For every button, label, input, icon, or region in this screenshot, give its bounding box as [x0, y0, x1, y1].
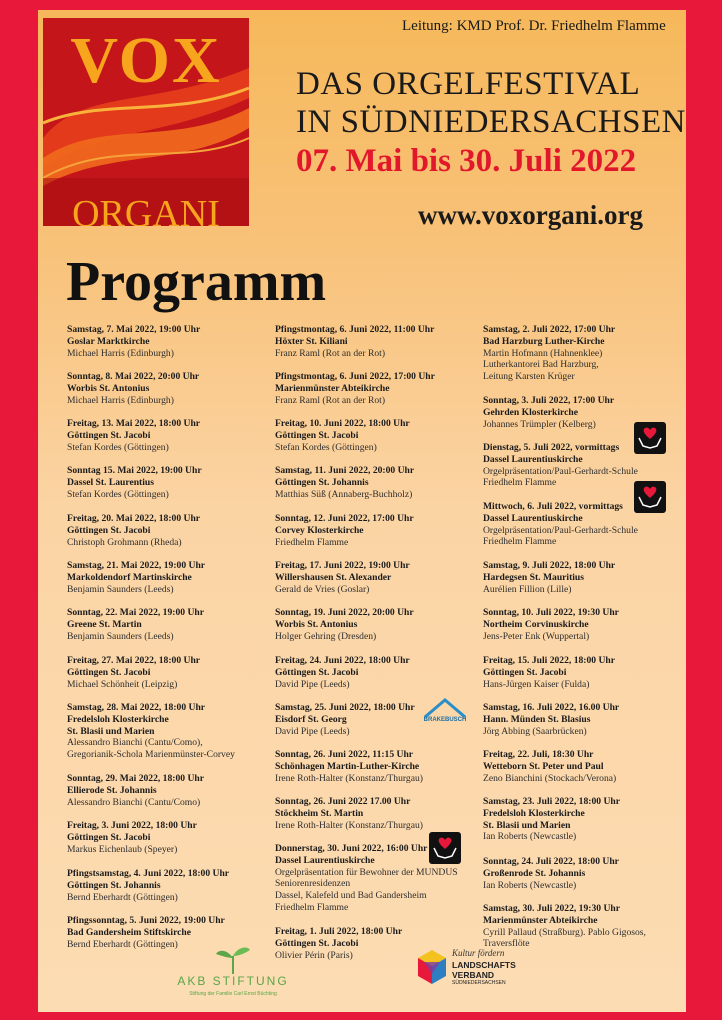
entry-date: Sonntag, 19. Juni 2022, 20:00 Uhr: [275, 607, 414, 618]
logo-organi-text: ORGANI: [72, 193, 220, 226]
entry-date: Freitag, 20. Mai 2022, 18:00 Uhr: [67, 513, 201, 524]
entry-location: Goslar Marktkirche: [67, 335, 150, 347]
entry-date: Sonntag, 10. Juli 2022, 19:30 Uhr: [483, 607, 619, 618]
entry-date: Samstag, 30. Juli 2022, 19:30 Uhr: [483, 903, 620, 914]
entry-location: Göttingen St. Jacobi: [67, 429, 151, 441]
program-entry: [67, 702, 272, 761]
entry-location: Greene St. Martin: [67, 618, 142, 630]
program-entry: [483, 903, 688, 950]
entry-location: Marienmünster Abteikirche: [483, 914, 598, 926]
entry-performer: Benjamin Saunders (Leeds): [67, 630, 174, 642]
entry-date: Freitag, 13. Mai 2022, 18:00 Uhr: [67, 418, 201, 429]
entry-location: Göttingen St. Jacobi: [483, 666, 567, 678]
heart-hands-icon: [634, 481, 666, 513]
entry-performer: Bernd Eberhardt (Göttingen): [67, 938, 178, 950]
program-entry: [483, 856, 688, 891]
entry-date: Mittwoch, 6. Juli 2022, vormittags: [483, 501, 623, 512]
entry-date: Pfingssonntag, 5. Juni 2022, 19:00 Uhr: [67, 915, 225, 926]
entry-performer: Irene Roth-Halter (Konstanz/Thurgau): [275, 772, 423, 784]
entry-performer: Holger Gehring (Dresden): [275, 630, 377, 642]
entry-date: Pfingstmontag, 6. Juni 2022, 17:00 Uhr: [275, 371, 435, 382]
entry-performer: Zeno Bianchini (Stockach/Verona): [483, 772, 617, 784]
entry-performer: Alessandro Bianchi (Cantu/Como),: [67, 737, 203, 749]
entry-location: Fredelsloh Klosterkirche: [483, 807, 585, 819]
entry-performer: Gerald de Vries (Goslar): [275, 583, 370, 595]
program-entry: [275, 560, 480, 595]
entry-location: Markoldendorf Martinskirche: [67, 571, 192, 583]
program-entry: [275, 371, 480, 406]
program-entry: [67, 465, 272, 500]
entry-performer: Stefan Kordes (Göttingen): [67, 488, 169, 500]
heart-hands-icon: [429, 832, 461, 864]
program-entry: [483, 702, 688, 737]
program-entry: [67, 418, 272, 453]
entry-performer: Aurélien Fillion (Lille): [483, 583, 572, 595]
entry-location: Göttingen St. Jacobi: [275, 937, 359, 949]
entry-performer: Stefan Kordes (Göttingen): [275, 441, 377, 453]
akb-stiftung-name: AKB STIFTUNG: [177, 974, 289, 988]
entry-location: Göttingen St. Jacobi: [67, 666, 151, 678]
entry-performer: Benjamin Saunders (Leeds): [67, 583, 174, 595]
entry-date: Sonntag, 26. Juni 2022 17.00 Uhr: [275, 796, 411, 807]
program-entry: [275, 796, 480, 831]
entry-performer: Olivier Périn (Paris): [275, 949, 353, 961]
entry-date: Freitag, 24. Juni 2022, 18:00 Uhr: [275, 655, 410, 666]
program-entry: [483, 560, 688, 595]
entry-date: Donnerstag, 30. Juni 2022, 16:00 Uhr: [275, 843, 428, 854]
entry-performer: Michael Harris (Edinburgh): [67, 394, 174, 406]
entry-performer: Seniorenresidenzen: [275, 878, 351, 890]
entry-date: Samstag, 2. Juli 2022, 17:00 Uhr: [483, 324, 616, 335]
entry-performer: Cyrill Pallaud (Straßburg). Pablo Gigosos,: [483, 926, 646, 938]
entry-date: Dienstag, 5. Juli 2022, vormittags: [483, 442, 620, 453]
entry-location: Dassel St. Laurentius: [67, 476, 154, 488]
festival-title-line2: IN SÜDNIEDERSACHSEN: [296, 104, 686, 140]
akb-stiftung-subtitle: Stiftung der Familie Carl Ernst Büchting: [189, 991, 277, 997]
entry-performer: Gregorianik-Schola Marienmünster-Corvey: [67, 749, 235, 761]
entry-location: Göttingen St. Jacobi: [67, 831, 151, 843]
entry-location: Göttingen St. Johannis: [67, 879, 161, 891]
festival-dates: 07. Mai bis 30. Juli 2022: [296, 143, 637, 179]
entry-location: Gehrden Klosterkirche: [483, 406, 578, 418]
program-entry: [275, 749, 480, 784]
entry-performer: Franz Raml (Rot an der Rot): [275, 347, 386, 359]
entry-location: Corvey Klosterkirche: [275, 524, 364, 536]
entry-location: Northeim Corvinuskirche: [483, 618, 589, 630]
entry-location: Hardegsen St. Mauritius: [483, 571, 585, 583]
cube-logo-icon: [414, 948, 448, 988]
program-entry: [67, 655, 272, 690]
program-entry: [483, 607, 688, 642]
entry-performer: Friedhelm Flamme: [275, 901, 349, 913]
entry-date: Freitag, 3. Juni 2022, 18:00 Uhr: [67, 820, 197, 831]
entry-location: Großenrode St. Johannis: [483, 867, 586, 879]
entry-performer: Traversflöte: [483, 938, 530, 950]
entry-location: Göttingen St. Jacobi: [275, 429, 359, 441]
entry-location: Göttingen St. Jacobi: [275, 666, 359, 678]
entry-performer: Lutherkantorei Bad Harzburg,: [483, 359, 599, 371]
program-entry: [275, 607, 480, 642]
plant-logo-icon: [168, 944, 298, 976]
entry-location: St. Blasii und Marien: [483, 819, 571, 831]
entry-performer: Dassel, Kalefeld und Bad Gandersheim: [275, 890, 427, 902]
entry-date: Freitag, 22. Juli, 18:30 Uhr: [483, 749, 594, 760]
entry-performer: Alessandro Bianchi (Cantu/Como): [67, 796, 201, 808]
program-entry: [275, 513, 480, 548]
entry-performer: Michael Harris (Edinburgh): [67, 347, 174, 359]
program-entry: [67, 607, 272, 642]
heart-hands-icon: [634, 422, 666, 454]
entry-performer: Jens-Peter Enk (Wuppertal): [483, 630, 590, 642]
lv-line3: SÜDNIEDERSACHSEN: [452, 980, 506, 986]
entry-location: Eisdorf St. Georg: [275, 713, 347, 725]
entry-date: Sonntag, 12. Juni 2022, 17:00 Uhr: [275, 513, 414, 524]
entry-location: Worbis St. Antonius: [67, 382, 150, 394]
entry-performer: Jörg Abbing (Saarbrücken): [483, 725, 587, 737]
entry-date: Freitag, 17. Juni 2022, 19:00 Uhr: [275, 560, 410, 571]
vox-organi-logo: [43, 18, 249, 226]
entry-date: Samstag, 7. Mai 2022, 19:00 Uhr: [67, 324, 201, 335]
entry-performer: Bernd Eberhardt (Göttingen): [67, 891, 178, 903]
entry-date: Sonntag, 3. Juli 2022, 17:00 Uhr: [483, 395, 615, 406]
roof-logo-icon: [420, 697, 470, 719]
entry-performer: Friedhelm Flamme: [483, 477, 557, 489]
entry-performer: Markus Eichenlaub (Speyer): [67, 843, 178, 855]
entry-date: Pfingstsamstag, 4. Juni 2022, 18:00 Uhr: [67, 868, 230, 879]
entry-location: Ellierode St. Johannis: [67, 784, 157, 796]
entry-location: Stöckheim St. Martin: [275, 807, 364, 819]
entry-location: Willershausen St. Alexander: [275, 571, 392, 583]
entry-date: Freitag, 27. Mai 2022, 18:00 Uhr: [67, 655, 201, 666]
entry-date: Sonntag, 22. Mai 2022, 19:00 Uhr: [67, 607, 204, 618]
entry-performer: Irene Roth-Halter (Konstanz/Thurgau): [275, 819, 423, 831]
entry-date: Samstag, 28. Mai 2022, 18:00 Uhr: [67, 702, 206, 713]
program-entry: [483, 749, 688, 784]
program-entry: [67, 820, 272, 855]
program-entry: [483, 655, 688, 690]
lv-line2: VERBAND: [452, 970, 495, 980]
program-entry: [67, 560, 272, 595]
entry-date: Freitag, 10. Juni 2022, 18:00 Uhr: [275, 418, 410, 429]
entry-performer: Orgelpräsentation/Paul-Gerhardt-Schule: [483, 465, 638, 477]
program-entry: [67, 773, 272, 808]
entry-date: Freitag, 15. Juli 2022, 18:00 Uhr: [483, 655, 615, 666]
landschaftsverband-logo: [414, 948, 524, 998]
program-entry: [275, 655, 480, 690]
entry-date: Samstag, 25. Juni 2022, 18:00 Uhr: [275, 702, 415, 713]
entry-location: Marienmünster Abteikirche: [275, 382, 390, 394]
entry-location: Göttingen St. Jacobi: [67, 524, 151, 536]
entry-performer: Friedhelm Flamme: [275, 536, 349, 548]
entry-performer: Franz Raml (Rot an der Rot): [275, 394, 386, 406]
program-entry: [275, 324, 480, 359]
program-entry: [275, 418, 480, 453]
entry-date: Samstag, 21. Mai 2022, 19:00 Uhr: [67, 560, 206, 571]
entry-location: Hann. Münden St. Blasius: [483, 713, 591, 725]
entry-location: Fredelsloh Klosterkirche: [67, 713, 169, 725]
program-entry: [483, 796, 688, 843]
entry-performer: Martin Hofmann (Hahnenklee): [483, 347, 603, 359]
entry-performer: David Pipe (Leeds): [275, 725, 350, 737]
entry-performer: Leitung Karsten Krüger: [483, 371, 575, 383]
entry-date: Samstag, 23. Juli 2022, 18:00 Uhr: [483, 796, 620, 807]
entry-location: Dassel Laurentiuskirche: [483, 512, 583, 524]
brakebusch-logo: [420, 697, 470, 731]
brakebusch-text: BRAKEBUSCH: [423, 717, 467, 723]
entry-location: Höxter St. Kiliani: [275, 335, 348, 347]
entry-performer: Stefan Kordes (Göttingen): [67, 441, 169, 453]
entry-date: Sonntag 15. Mai 2022, 19:00 Uhr: [67, 465, 202, 476]
entry-location: Bad Harzburg Luther-Kirche: [483, 335, 605, 347]
entry-performer: Orgelpräsentation/Paul-Gerhardt-Schule: [483, 524, 638, 536]
program-entry: [483, 324, 688, 383]
entry-performer: Christoph Grohmann (Rheda): [67, 536, 182, 548]
website-url[interactable]: www.voxorgani.org: [418, 200, 643, 230]
entry-date: Sonntag, 26. Juni 2022, 11:15 Uhr: [275, 749, 414, 760]
entry-date: Freitag, 1. Juli 2022, 18:00 Uhr: [275, 926, 403, 937]
lv-kultur-text: Kultur fördern: [452, 948, 505, 958]
entry-date: Pfingstmontag, 6. Juni 2022, 11:00 Uhr: [275, 324, 435, 335]
program-entry: [67, 371, 272, 406]
entry-location: Schönhagen Martin-Luther-Kirche: [275, 760, 420, 772]
program-entry: [67, 324, 272, 359]
entry-location: St. Blasii und Marien: [67, 725, 155, 737]
entry-date: Samstag, 11. Juni 2022, 20:00 Uhr: [275, 465, 415, 476]
leitung-text: Leitung: KMD Prof. Dr. Friedhelm Flamme: [402, 18, 666, 34]
entry-date: Samstag, 16. Juli 2022, 16.00 Uhr: [483, 702, 620, 713]
entry-date: Sonntag, 24. Juli 2022, 18:00 Uhr: [483, 856, 619, 867]
entry-performer: Matthias Süß (Annaberg-Buchholz): [275, 488, 413, 500]
entry-performer: Johannes Trümpler (Kelberg): [483, 418, 596, 430]
entry-performer: Ian Roberts (Newcastle): [483, 831, 577, 843]
entry-location: Worbis St. Antonius: [275, 618, 358, 630]
entry-performer: David Pipe (Leeds): [275, 678, 350, 690]
program-heading: Programm: [66, 251, 327, 313]
entry-performer: Orgelpräsentation für Bewohner der MUNDUS: [275, 866, 458, 878]
entry-location: Wetteborn St. Peter und Paul: [483, 760, 604, 772]
logo-vox-text: VOX: [70, 24, 222, 97]
lv-line1: LANDSCHAFTS: [452, 960, 516, 970]
entry-location: Bad Gandersheim Stiftskirche: [67, 926, 192, 938]
entry-date: Sonntag, 29. Mai 2022, 18:00 Uhr: [67, 773, 204, 784]
entry-date: Samstag, 9. Juli 2022, 18:00 Uhr: [483, 560, 616, 571]
entry-performer: Ian Roberts (Newcastle): [483, 879, 577, 891]
akb-stiftung-logo: [168, 944, 298, 1004]
program-entry: [67, 868, 272, 903]
festival-title-line1: DAS ORGELFESTIVAL: [296, 66, 641, 102]
entry-performer: Hans-Jürgen Kaiser (Fulda): [483, 678, 590, 690]
entry-location: Göttingen St. Johannis: [275, 476, 369, 488]
entry-location: Dassel Laurentiuskirche: [483, 453, 583, 465]
program-entry: [275, 465, 480, 500]
program-entry: [67, 513, 272, 548]
entry-date: Sonntag, 8. Mai 2022, 20:00 Uhr: [67, 371, 200, 382]
entry-performer: Friedhelm Flamme: [483, 536, 557, 548]
entry-location: Dassel Laurentiuskirche: [275, 854, 375, 866]
entry-performer: Michael Schönheit (Leipzig): [67, 678, 178, 690]
